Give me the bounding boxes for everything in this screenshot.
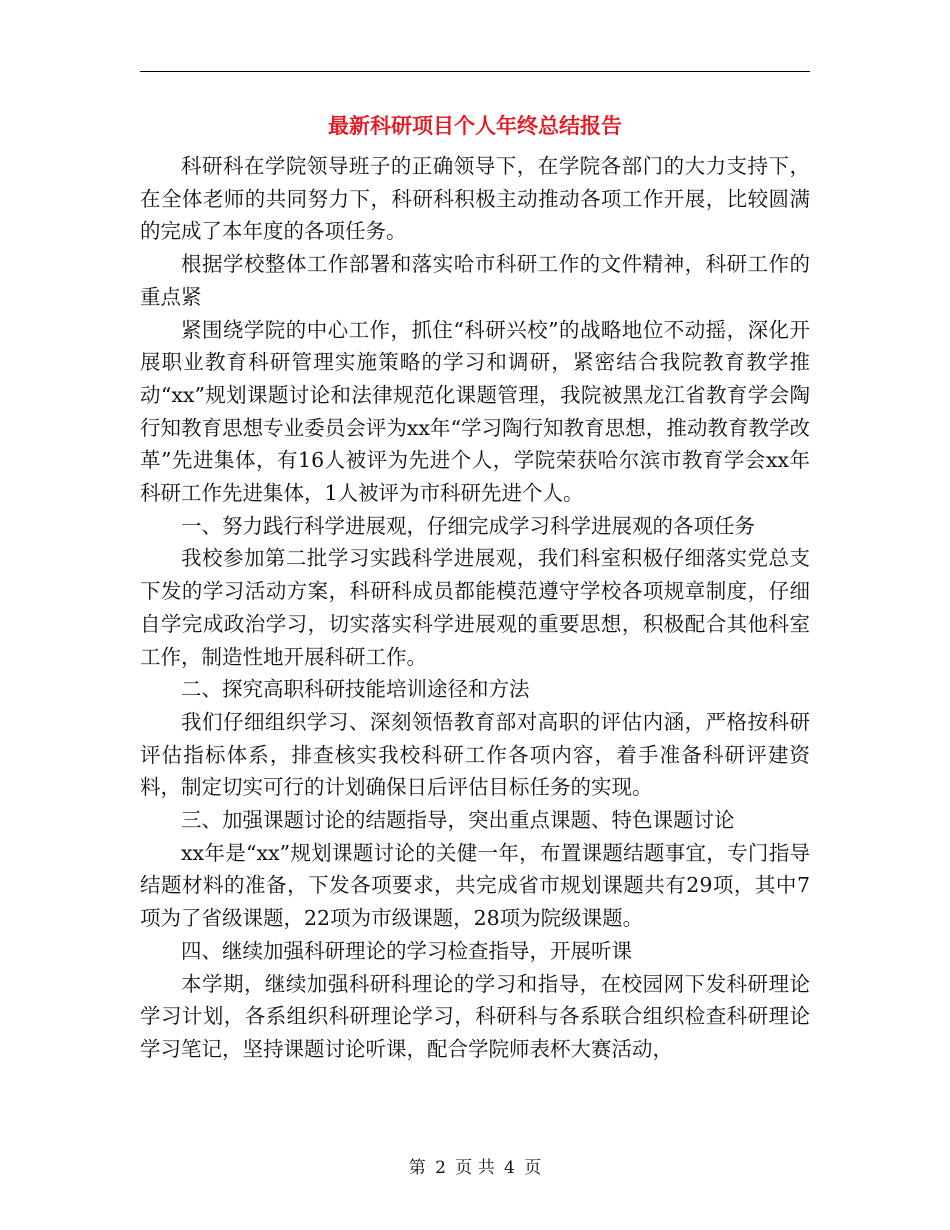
section-heading: 四、继续加强科研理论的学习检查指导，开展听课 xyxy=(181,938,632,963)
paragraph: 根据学校整体工作部署和落实哈市科研工作的文件精神，科研工作的重点紧 xyxy=(140,252,810,309)
page-total: 4 xyxy=(504,1158,515,1178)
paragraph: 本学期，继续加强科研科理论的学习和指导，在校园网下发科研理论学习计划，各系组织科研理论学习，科研科与各系联合组织检查科研理论学习笔记，坚持课题讨论听课，配合学院师表杯大赛活动， xyxy=(140,971,810,1061)
section-heading: 二、探究高职科研技能培训途径和方法 xyxy=(181,677,530,702)
paragraph: 紧围绕学院的中心工作，抓住“科研兴校”的战略地位不动摇，深化开展职业教育科研管理实施策略的学习和调研，紧密结合我院教育教学推动“xx”规划课题讨论和法律规范化课题管理，我院被黑龙江省教育学会陶行知教育思想专业委员会评为xx年“学习陶行知教育思想，推动教育教学改革”先进集体，有16人被评为先进个人，学院荣获哈尔滨市教育学会xx年科研工作先进集体，1人被评为市科研先进个人。 xyxy=(140,317,810,506)
page-label-prefix: 第 xyxy=(408,1158,426,1178)
document-body xyxy=(140,150,810,1066)
page-current: 2 xyxy=(435,1158,446,1178)
page-label-suffix: 页 xyxy=(524,1158,542,1178)
paragraph: 我们仔细组织学习、深刻领悟教育部对高职的评估内涵，严格按科研评估指标体系，排查核实我校科研工作各项内容，着手准备科研评建资料，制定切实可行的计划确保日后评估目标任务的实现。 xyxy=(140,709,810,800)
document-title: 最新科研项目个人年终总结报告 xyxy=(328,113,622,138)
paragraph: 科研科在学院领导班子的正确领导下，在学院各部门的大力支持下，在全体老师的共同努力下，科研科积极主动推动各项工作开展，比较圆满的完成了本年度的各项任务。 xyxy=(140,154,810,244)
section-heading: 三、加强课题讨论的结题指导，突出重点课题、特色课题讨论 xyxy=(181,808,735,833)
paragraph: xx年是“xx”规划课题讨论的关健一年，布置课题结题事宜，专门指导结题材料的准备，下发各项要求，共完成省市规划课题共有29项，其中7项为了省级课题，22项为市级课题，28项为院级课题。 xyxy=(140,840,810,931)
paragraph: 我校参加第二批学习实践科学进展观，我们科室积极仔细落实党总支下发的学习活动方案，科研科成员都能模范遵守学校各项规章制度，仔细自学完成政治学习，切实落实科学进展观的重要思想，积极配合其他科室工作，制造性地开展科研工作。 xyxy=(140,546,810,669)
page-label-mid: 页 共 xyxy=(455,1158,495,1178)
section-heading: 一、努力践行科学进展观，仔细完成学习科学进展观的各项任务 xyxy=(181,513,755,538)
header-rule xyxy=(140,71,810,72)
page-footer xyxy=(0,1156,950,1180)
